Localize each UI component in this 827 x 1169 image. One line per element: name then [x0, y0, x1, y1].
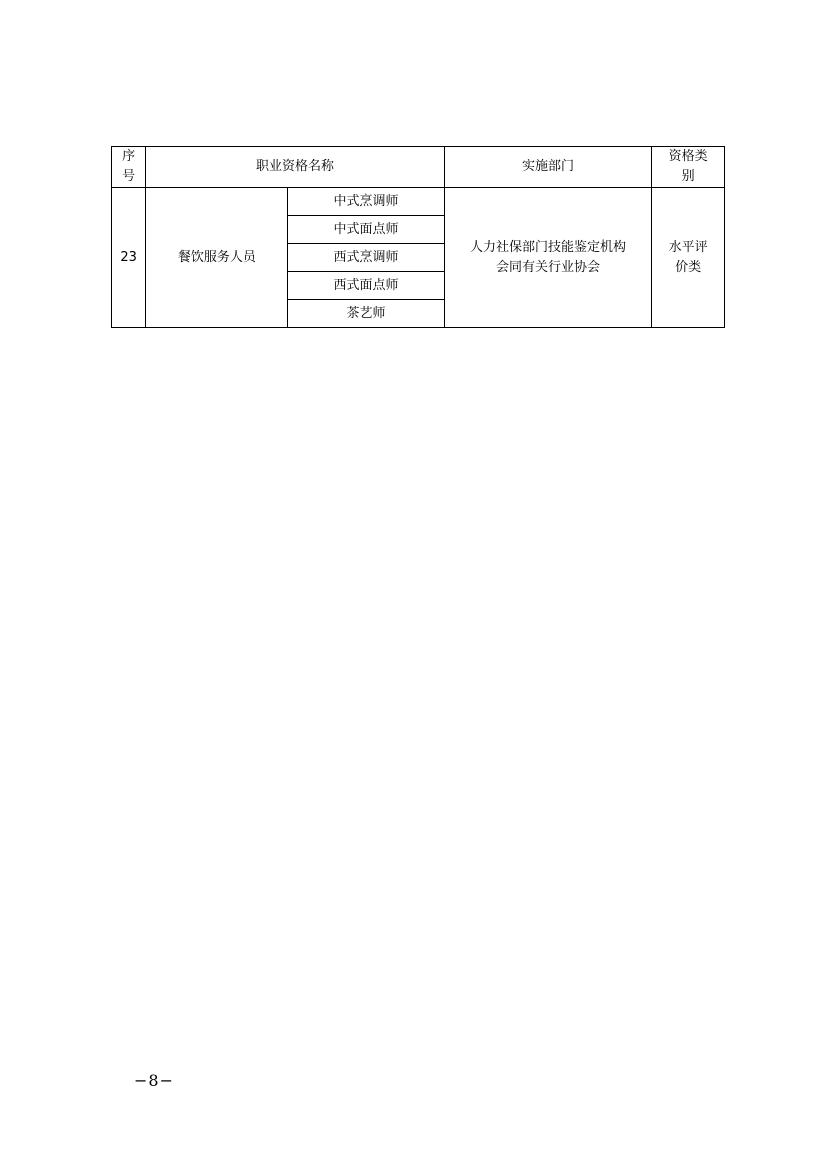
header-department: 实施部门 — [444, 147, 652, 188]
row-seq: 23 — [112, 188, 146, 328]
qualification-table — [111, 146, 725, 328]
row-type: 水平评 价类 — [652, 188, 725, 328]
table-row — [112, 188, 725, 216]
header-qualification-type: 资格类 别 — [652, 147, 725, 188]
row-subtype: 中式烹调师 — [288, 188, 444, 216]
row-subtype: 中式面点师 — [288, 216, 444, 244]
header-seq: 序 号 — [112, 147, 146, 188]
row-subtype: 西式面点师 — [288, 272, 444, 300]
row-category: 餐饮服务人员 — [146, 188, 288, 328]
row-department: 人力社保部门技能鉴定机构 会同有关行业协会 — [444, 188, 652, 328]
page-number: −8− — [134, 1071, 174, 1090]
header-qualification-name: 职业资格名称 — [146, 147, 444, 188]
table-header-row — [112, 147, 725, 188]
row-subtype: 西式烹调师 — [288, 244, 444, 272]
row-subtype: 茶艺师 — [288, 300, 444, 328]
